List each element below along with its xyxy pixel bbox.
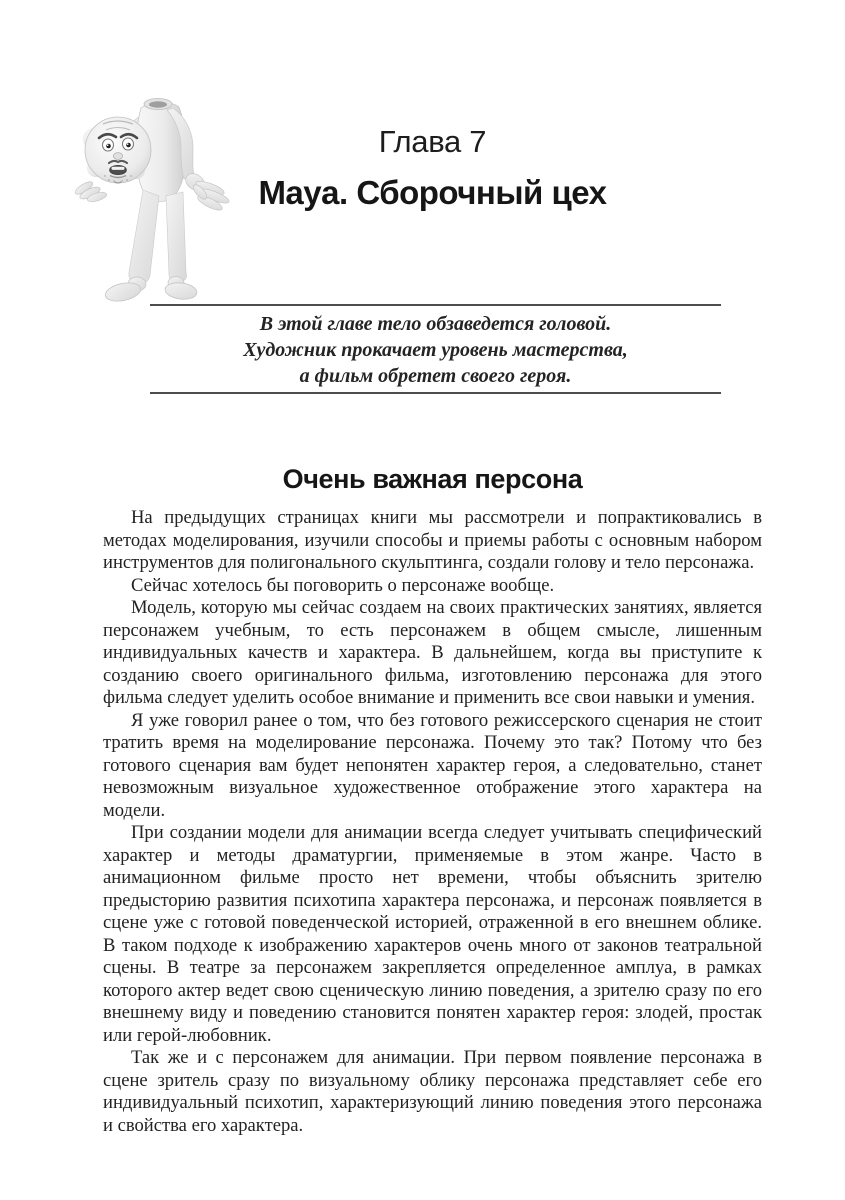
epigraph-line: а фильм обретет своего героя. [299,365,572,387]
body-text [103,507,762,1137]
paragraph: При создании модели для анимации всегда следует учитывать специфический характер и методы драматургии, применяемые в этом жанре. Часто в анимационном фильме просто нет времени, чтобы объяснить зрителю предысторию развития психотипа характера персонажа, и персонаж появляется в сцене уже с готовой поведенческой историей, отраженной в его внешнем облике. В таком подходе к изображению характеров очень много от законов театральной сцены. В театре за персонажем закрепляется определенное амплуа, в рамках которого актер ведет свою сценическую линию поведения, а зрителю сразу по его внешнему виду и поведению становится понятен характер героя: злодей, простак или герой-любовник. [103,822,762,1046]
paragraph: Так же и с персонажем для анимации. При первом появление персонажа в сцене зритель сразу по визуальному облику персонажа представляет себе его индивидуальный психотип, характеризующий линию поведения этого персонажа и свойства его характера. [103,1047,762,1136]
chapter-title: Maya. Сборочный цех [258,174,607,211]
epigraph-line: В этой главе тело обзаведется головой. [259,313,612,335]
chapter-number: Глава 7 [378,124,487,159]
epigraph-line: Художник прокачает уровень мастерства, [243,339,628,361]
section-title: Очень важная персона [282,464,583,494]
paragraph: Модель, которую мы сейчас создаем на своих практических занятиях, является персонажем учебным, то есть персонажем в общем смысле, лишенным индивидуальных качеств и характера. В дальнейшем, когда вы приступите к созданию своего оригинального фильма, изготовлению персонажа для этого фильма следует уделить особое внимание и применить все свои навыки и умения. [103,597,762,708]
epigraph-rule-top [150,304,721,306]
epigraph-rule-bottom [150,392,721,394]
paragraph: Сейчас хотелось бы поговорить о персонаже вообще. [131,574,555,596]
epigraph [150,311,721,389]
paragraph: На предыдущих страницах книги мы рассмотрели и попрактиковались в методах моделирования, изучили способы и приемы работы с основным набором инструментов для полигонального скульптинга, создали голову и тело персонажа. [103,507,762,573]
paragraph: Я уже говорил ранее о том, что без готового режиссерского сценария не стоит тратить время на моделирование персонажа. Почему это так? Потому что без готового сценария вам будет непонятен характер героя, а следовательно, станет невозможным визуальное художественное отображение этого характера на модели. [103,709,762,821]
